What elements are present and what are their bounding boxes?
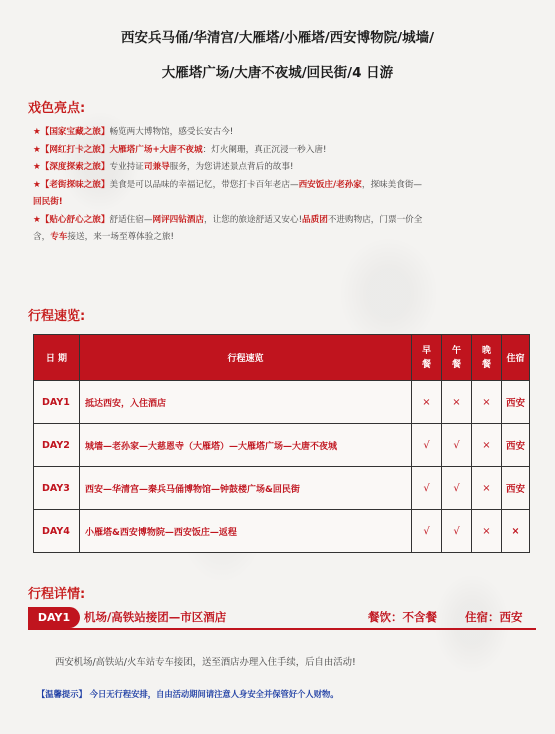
cell-stay: 西安 [502,424,530,467]
highlight-emphasis: 品质团 [302,214,328,225]
col-header-lunch-text: 午餐 [451,345,461,370]
cell-overview: 小雁塔&西安博物院—西安饭庄—返程 [80,510,412,553]
highlight-item [33,212,533,230]
warm-tip: 【温馨提示】 今日无行程安排，自由活动期间请注意人身安全并保管好个人财物。 [37,689,339,699]
highlight-tag: 【贴心舒心之旅】 [40,214,110,225]
page-title-line1: 西安兵马俑/华清宫/大雁塔/小雁塔/西安博物院/城墙/ [120,30,435,46]
cell-dinner: × [472,424,502,467]
star-icon: ★ [33,179,41,190]
cell-breakfast: √ [412,467,442,510]
col-header-lunch [442,335,472,381]
highlight-tag: 【老街探味之旅】 [40,179,110,190]
cell-overview: 西安—华清宫—秦兵马俑博物馆—钟鼓楼广场&回民街 [80,467,412,510]
highlight-text: 美食是可以品味的幸福记忆，带您打卡百年老店— [109,179,299,190]
cell-day: DAY4 [34,510,80,553]
cell-lunch: √ [442,424,472,467]
schedule-header-row [34,335,530,381]
day1-description: 西安机场/高铁站/火车站专车接团，送至酒店办理入住手续，后自由活动! [55,657,356,668]
cell-stay: 西安 [502,467,530,510]
col-header-date: 日 期 [34,335,80,381]
cell-overview: 城墙—老孙家—大慈恩寺（大雁塔）—大雁塔广场—大唐不夜城 [80,424,412,467]
highlight-item [33,142,533,160]
highlights-list [33,124,533,247]
star-icon: ★ [33,214,41,225]
highlight-tag: 【网红打卡之旅】 [40,144,110,155]
details-heading: 行程详情: [28,587,86,602]
col-header-breakfast [412,335,442,381]
highlight-emphasis: 专车 [50,232,68,242]
col-header-stay: 住宿 [502,335,530,381]
star-icon: ★ [33,144,41,155]
highlight-emphasis: 回民街! [33,197,63,207]
day1-header-bar [28,607,536,630]
cell-dinner: × [472,467,502,510]
highlight-text: ：灯火阑珊，真正沉浸一秒入唐! [202,144,327,155]
highlight-item [33,177,533,195]
table-row [34,424,530,467]
highlights-heading: 戏色亮点: [28,101,86,116]
col-header-breakfast-text: 早餐 [421,345,431,370]
cell-dinner: × [472,381,502,424]
cell-lunch: √ [442,467,472,510]
schedule-table [33,334,530,553]
highlight-emphasis: 网评四钻酒店 [152,214,205,225]
cell-stay: × [502,510,530,553]
day1-badge: DAY1 [28,607,80,628]
highlight-text: 服务，为您讲述景点背后的故事! [169,162,294,172]
page-title-line2: 大雁塔广场/大唐不夜城/回民街/4 日游 [161,65,394,81]
highlight-tag: 【国家宝藏之旅】 [40,127,110,137]
highlight-item [33,229,533,247]
highlight-text: 舒适住宿— [109,214,153,225]
highlight-emphasis: 大雁塔广场+大唐不夜城 [109,144,203,155]
highlight-text: 专业持证 [109,162,144,172]
highlight-emphasis: 司兼导 [143,162,170,172]
cell-overview: 抵达西安，入住酒店 [80,381,412,424]
cell-breakfast: √ [412,424,442,467]
highlight-text: ，让您的旅途舒适又安心! [204,214,303,225]
cell-breakfast: × [412,381,442,424]
highlight-emphasis: 西安饭庄/老孙家 [298,179,362,190]
table-row [34,510,530,553]
highlight-text: ，探味美食街— [361,179,423,190]
cell-day: DAY2 [34,424,80,467]
highlight-item [33,194,533,212]
highlight-text: 含， [33,232,51,242]
cell-day: DAY1 [34,381,80,424]
cell-lunch: × [442,381,472,424]
cell-stay: 西安 [502,381,530,424]
col-header-dinner [472,335,502,381]
cell-breakfast: √ [412,510,442,553]
cell-dinner: × [472,510,502,553]
highlight-item [33,159,533,177]
highlight-text: 畅览两大博物馆，感受长安古今! [109,127,234,137]
highlight-text: 接送，来一场至尊体验之旅! [67,232,174,242]
star-icon: ★ [33,127,41,137]
table-row [34,467,530,510]
highlight-tag: 【深度探索之旅】 [40,162,110,172]
schedule-heading: 行程速览: [28,309,86,324]
day1-stay: 住宿：西安 [465,610,523,624]
star-icon: ★ [33,162,41,172]
col-header-dinner-text: 晚餐 [481,345,491,370]
highlight-item [33,124,533,142]
col-header-overview: 行程速览 [80,335,412,381]
cell-lunch: √ [442,510,472,553]
cell-day: DAY3 [34,467,80,510]
day1-title: 机场/高铁站接团—市区酒店 [84,610,227,624]
highlight-text: 不进购物店，门票一价全 [327,214,423,225]
table-row [34,381,530,424]
day1-meal: 餐饮：不含餐 [368,610,437,624]
